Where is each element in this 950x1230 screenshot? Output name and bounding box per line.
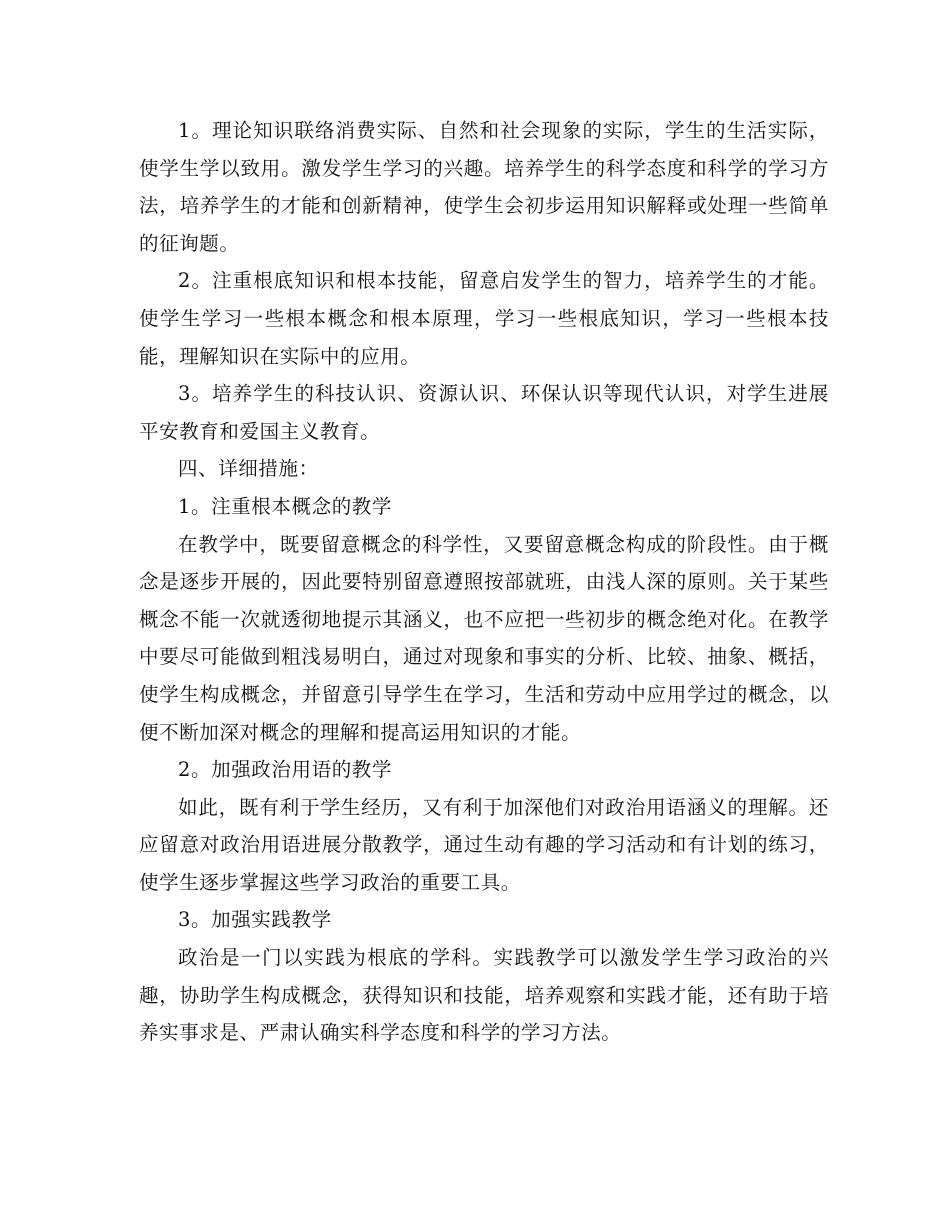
paragraph-concepts: 在教学中，既要留意概念的科学性，又要留意概念构成的阶段性。由于概念是逐步开展的，因此要特别留意遵照按部就班，由浅人深的原则。关于某些概念不能一次就透彻地提示其涵义，也不应把一些初步的概念绝对化。在教学中要尽可能做到粗浅易明白，通过对现象和事实的分析、比较、抽象、概括，使学生构成概念，并留意引导学生在学习，生活和劳动中应用学过的概念，以便不断加深对概念的理解和提高运用知识的才能。 <box>139 532 829 744</box>
paragraph-objective-2: 2。注重根底知识和根本技能，留意启发学生的智力，培养学生的才能。使学生学习一些根本概念和根本原理，学习一些根底知识，学习一些根本技能，理解知识在实际中的应用。 <box>139 269 829 368</box>
subheading-practice: 3。加强实践教学 <box>178 908 332 932</box>
subheading-terminology: 2。加强政治用语的教学 <box>178 758 393 782</box>
paragraph-practice: 政治是一门以实践为根底的学科。实践教学可以激发学生学习政治的兴趣，协助学生构成概念，获得知识和技能，培养观察和实践才能，还有助于培养实事求是、严肃认确实科学态度和科学的学习方法。 <box>139 946 829 1045</box>
paragraph-objective-3: 3。培养学生的科技认识、资源认识、环保认识等现代认识，对学生进展平安教育和爱国主义教育。 <box>139 382 829 443</box>
paragraph-terminology: 如此，既有利于学生经历，又有利于加深他们对政治用语涵义的理解。还应留意对政治用语进展分散教学，通过生动有趣的学习活动和有计划的练习，使学生逐步掌握这些学习政治的重要工具。 <box>139 795 829 894</box>
paragraph-objective-1: 1。理论知识联络消费实际、自然和社会现象的实际，学生的生活实际，使学生学以致用。激发学生学习的兴趣。培养学生的科学态度和科学的学习方法，培养学生的才能和创新精神，使学生会初步运用知识解释或处理一些简单的征询题。 <box>139 119 829 255</box>
document-body <box>139 112 829 1052</box>
section-heading-measures: 四、详细措施： <box>178 457 319 481</box>
subheading-concepts: 1。注重根本概念的教学 <box>178 494 393 518</box>
